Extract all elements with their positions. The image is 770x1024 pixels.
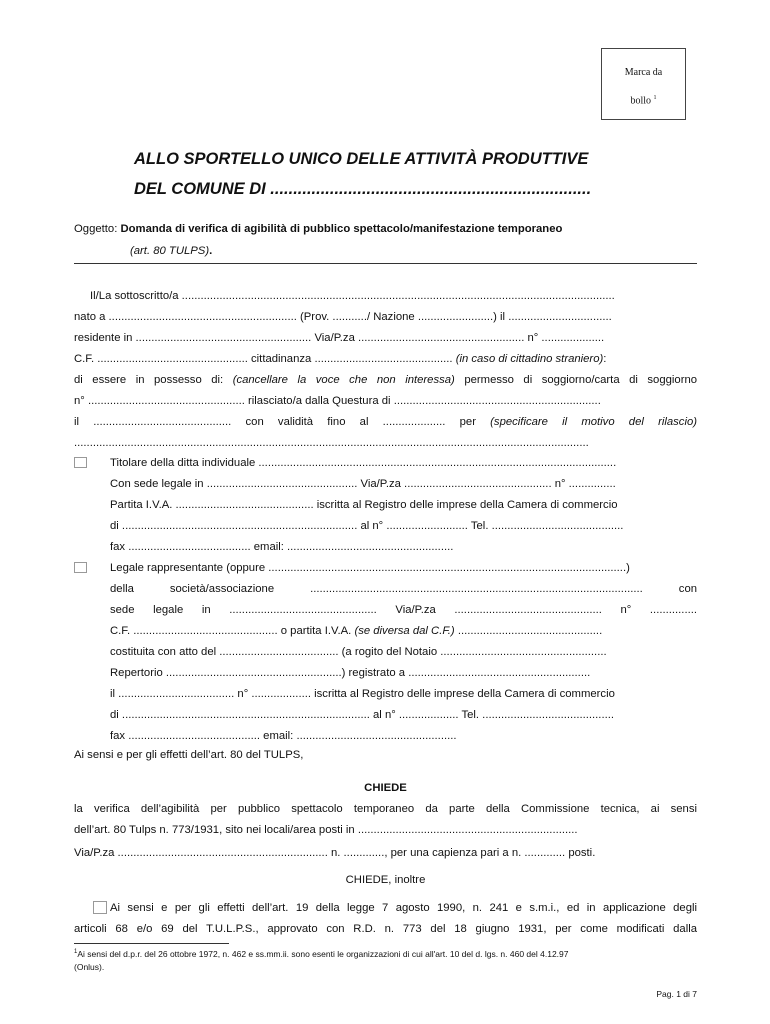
legal-basis: Ai sensi e per gli effetti dell’art. 80 del TULPS, <box>74 749 304 761</box>
footnote-ref: 1 <box>653 95 657 101</box>
request2-text-2: articoli 68 e/o 69 del T.U.L.P.S., approvato con R.D. n. 773 del 18 giugno 1931, per come modificati dalla <box>74 923 697 935</box>
field-fiscal-code[interactable]: C.F. ................................................ cittadinanza ............................................ (in caso di cittadino straniero): <box>74 353 607 365</box>
field-validity[interactable]: il ............................................ con validità fino al .................... per (specificare il motivo del rilascio) <box>74 416 697 428</box>
request2-heading: CHIEDE, inoltre <box>345 874 426 886</box>
stamp-label-2: bollo $^1$ <box>630 95 657 107</box>
checkbox-legal-rep[interactable] <box>74 562 87 573</box>
request-heading: CHIEDE <box>364 782 407 794</box>
request-text-1: la verifica dell’agibilità per pubblico spettacolo temporaneo da parte della Commissione tecnica, ai sensi <box>74 803 697 815</box>
owner-label: Titolare della ditta individuale .................................................................................................................. <box>110 457 617 469</box>
checkbox-owner[interactable] <box>74 457 87 468</box>
subject-text: Domanda di verifica di agibilità di pubblico spettacolo/manifestazione temporaneo <box>120 223 563 235</box>
footnote-divider <box>74 943 229 944</box>
document-title: ALLO SPORTELLO UNICO DELLE ATTIVITÀ PRODUTTIVE <box>134 150 589 168</box>
stamp-label: Marca da <box>624 67 663 78</box>
request2-text-1: Ai sensi e per gli effetti dell’art. 19 della legge 7 agosto 1990, n. 241 e s.m.i., ed in applicazione degli <box>110 902 697 914</box>
field-residence[interactable]: residente in ........................................................ Via/P.za ..................................................... n° .................... <box>74 332 605 344</box>
field-company-cf[interactable]: C.F. .............................................. o partita I.V.A. (se diversa dal C.F.) .............................................. <box>110 625 603 637</box>
field-name[interactable]: Il/La sottoscritto/a .......................................................................................................................................... <box>90 290 615 302</box>
divider <box>74 263 697 264</box>
footnote-2: (Onlus). <box>74 962 105 972</box>
footnote: $^1$Ai sensi del d.p.r. del 26 ottobre 1972, n. 462 e ss.mm.ii. sono esenti le organizzazioni di cui all'art. 10 del d. lgs. n. 460 del 4.12.97 <box>74 949 569 959</box>
field-owner-seat[interactable]: Con sede legale in ................................................ Via/P.za ............................................... n° ............... <box>110 478 616 490</box>
field-company-vat[interactable]: il ..................................... n° ................... iscritta al Registro delle imprese della Camera di commercio <box>110 688 615 700</box>
field-reason[interactable]: .................................................................................................................................................................... <box>74 437 589 449</box>
legal-rep-label: Legale rappresentante (oppure ..................................................................................................................) <box>110 562 630 574</box>
field-birth[interactable]: nato a ............................................................ (Prov. .........../ Nazione ........................) il ................................. <box>74 311 612 323</box>
page-number: Pag. 1 di 7 <box>656 989 697 999</box>
checkbox-scia[interactable] <box>93 901 107 914</box>
document-title-2: DEL COMUNE DI ...................................................................... <box>134 180 592 198</box>
field-company-contacts[interactable]: fax .......................................... email: ................................................... <box>110 730 457 742</box>
subject-line <box>74 223 562 235</box>
field-company-seat[interactable]: sede legale in ............................................... Via/P.za ............................................... n° ............... <box>110 604 697 616</box>
permit-line: di essere in possesso di: (cancellare la voce che non interessa) permesso di soggiorno/carta di soggiorno <box>74 374 698 386</box>
field-location[interactable]: dell’art. 80 Tulps n. 773/1931, sito nei locali/area posti in ...................................................................... <box>74 824 578 836</box>
field-company-register[interactable]: di ............................................................................... al n° ................... Tel. .......................................... <box>110 709 615 721</box>
stamp-box <box>601 48 686 120</box>
subject-label: Oggetto: <box>74 223 118 235</box>
field-address-capacity[interactable]: Via/P.za ................................................................... n. ............., per una capienza pari a n. ............. posti. <box>74 847 596 859</box>
subject-ref: (art. 80 TULPS). <box>130 245 213 257</box>
field-owner-contacts[interactable]: fax ....................................... email: ..................................................... <box>110 541 454 553</box>
field-owner-register[interactable]: di ........................................................................... al n° .......................... Tel. .......................................... <box>110 520 624 532</box>
field-permit-number[interactable]: n° .................................................. rilasciato/a dalla Questura di .................................................................. <box>74 395 601 407</box>
field-company[interactable]: della società/associazione .......................................................................................................... con <box>110 583 698 595</box>
field-company-repertoire[interactable]: Repertorio ........................................................) registrato a .......................................................... <box>110 667 591 679</box>
field-owner-vat[interactable]: Partita I.V.A. ............................................ iscritta al Registro delle imprese della Camera di commercio <box>110 499 618 511</box>
field-company-deed[interactable]: costituita con atto del ...................................... (a rogito del Notaio ..................................................... <box>110 646 607 658</box>
